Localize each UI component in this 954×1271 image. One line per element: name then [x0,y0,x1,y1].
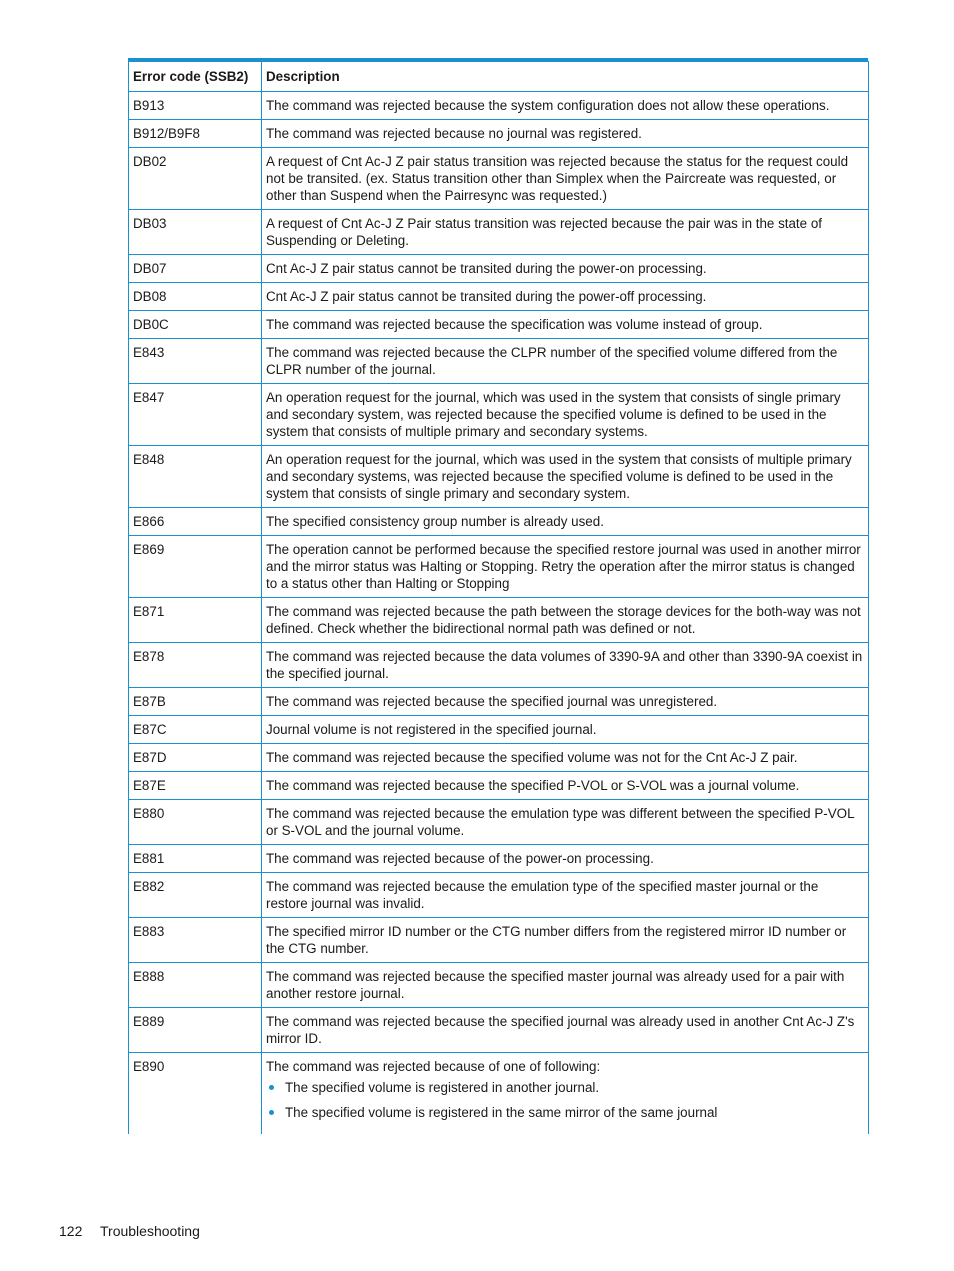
table-row [129,148,869,210]
description-cell [262,1053,869,1135]
description-cell: The command was rejected because the specified journal was already used in another Cnt Ac-J Z's mirror ID. [262,1008,869,1053]
table-row [129,744,869,772]
error-code-cell: E87B [129,688,262,716]
table-row [129,508,869,536]
error-code-cell: E888 [129,963,262,1008]
error-code-cell: E881 [129,845,262,873]
description-cell: The command was rejected because no journal was registered. [262,120,869,148]
description-cell: The command was rejected because the emulation type was different between the specified P-VOL or S-VOL and the journal volume. [262,800,869,845]
bullet-list [266,1079,863,1121]
bullet-icon [269,1110,274,1115]
table-row [129,446,869,508]
error-code-cell: B912/B9F8 [129,120,262,148]
description-cell: The command was rejected because the specified master journal was already used for a pair with another restore journal. [262,963,869,1008]
error-code-cell: E883 [129,918,262,963]
table-row [129,311,869,339]
description-cell: The command was rejected because the system configuration does not allow these operations. [262,92,869,120]
table-row [129,963,869,1008]
table-row [129,918,869,963]
error-code-cell: E843 [129,339,262,384]
description-cell: Cnt Ac-J Z pair status cannot be transited during the power-on processing. [262,255,869,283]
description-cell: An operation request for the journal, which was used in the system that consists of single primary and secondary system, was rejected because the specified volume is defined to be used in the system that consists of multiple primary and secondary systems. [262,384,869,446]
error-code-cell: B913 [129,92,262,120]
header-error-code: Error code (SSB2) [129,62,262,92]
table-row [129,598,869,643]
description-cell: The command was rejected because the path between the storage devices for the both-way was not defined. Check whether the bidirectional normal path was defined or not. [262,598,869,643]
table-row [129,800,869,845]
error-code-cell: DB03 [129,210,262,255]
table-row [129,845,869,873]
header-description: Description [262,62,869,92]
description-text: The command was rejected because of one of following: [266,1059,601,1074]
table-row [129,643,869,688]
error-code-table [128,61,869,1134]
description-cell: The operation cannot be performed because the specified restore journal was used in another mirror and the mirror status was Halting or Stopping. Retry the operation after the mirror status is changed to a status other than Halting or Stopping [262,536,869,598]
description-cell: A request of Cnt Ac-J Z pair status transition was rejected because the status for the request could not be transited. (ex. Status transition other than Simplex when the Paircreate was requested, or other than Suspend when the Pairresync was requested.) [262,148,869,210]
description-cell: The command was rejected because the specified P-VOL or S-VOL was a journal volume. [262,772,869,800]
description-cell: The command was rejected because the specification was volume instead of group. [262,311,869,339]
table-row [129,1008,869,1053]
error-code-cell: E871 [129,598,262,643]
bullet-item [266,1104,863,1121]
error-code-cell: DB0C [129,311,262,339]
bullet-item [266,1079,863,1096]
table-row [129,873,869,918]
page-footer [59,1223,200,1239]
table-header-row [129,62,869,92]
table-row [129,339,869,384]
table-row [129,120,869,148]
table-row [129,283,869,311]
error-code-cell: E866 [129,508,262,536]
error-code-cell: E87C [129,716,262,744]
table-row [129,536,869,598]
description-cell: The command was rejected because the data volumes of 3390-9A and other than 3390-9A coexist in the specified journal. [262,643,869,688]
error-code-cell: E889 [129,1008,262,1053]
error-code-cell: E847 [129,384,262,446]
description-cell: The command was rejected because the CLPR number of the specified volume differed from the CLPR number of the journal. [262,339,869,384]
error-code-cell: E87D [129,744,262,772]
error-code-cell: E87E [129,772,262,800]
error-code-cell: E869 [129,536,262,598]
description-cell: An operation request for the journal, which was used in the system that consists of multiple primary and secondary systems, was rejected because the specified volume is defined to be used in the system that consists of single primary and secondary system. [262,446,869,508]
description-cell: Cnt Ac-J Z pair status cannot be transited during the power-off processing. [262,283,869,311]
bullet-text: The specified volume is registered in the same mirror of the same journal [285,1105,718,1120]
error-code-cell: E880 [129,800,262,845]
error-code-cell: E878 [129,643,262,688]
error-code-cell: DB08 [129,283,262,311]
error-code-cell: E890 [129,1053,262,1135]
table-row [129,688,869,716]
description-cell: Journal volume is not registered in the specified journal. [262,716,869,744]
table-row [129,772,869,800]
description-cell: The command was rejected because the emulation type of the specified master journal or the restore journal was invalid. [262,873,869,918]
description-cell: A request of Cnt Ac-J Z Pair status transition was rejected because the pair was in the state of Suspending or Deleting. [262,210,869,255]
error-code-table-container [128,58,868,1134]
description-cell: The command was rejected because the specified journal was unregistered. [262,688,869,716]
bullet-icon [269,1085,274,1090]
error-code-cell: DB07 [129,255,262,283]
error-code-cell: E848 [129,446,262,508]
description-cell: The specified mirror ID number or the CTG number differs from the registered mirror ID number or the CTG number. [262,918,869,963]
page-number: 122 [59,1223,83,1239]
table-row [129,92,869,120]
error-code-cell: E882 [129,873,262,918]
table-body [129,92,869,1135]
description-cell: The specified consistency group number is already used. [262,508,869,536]
description-cell: The command was rejected because the specified volume was not for the Cnt Ac-J Z pair. [262,744,869,772]
description-cell: The command was rejected because of the power-on processing. [262,845,869,873]
table-row [129,255,869,283]
error-code-cell: DB02 [129,148,262,210]
section-title: Troubleshooting [100,1223,200,1239]
table-row [129,1053,869,1135]
bullet-text: The specified volume is registered in another journal. [285,1080,600,1095]
table-row [129,384,869,446]
table-row [129,716,869,744]
table-row [129,210,869,255]
